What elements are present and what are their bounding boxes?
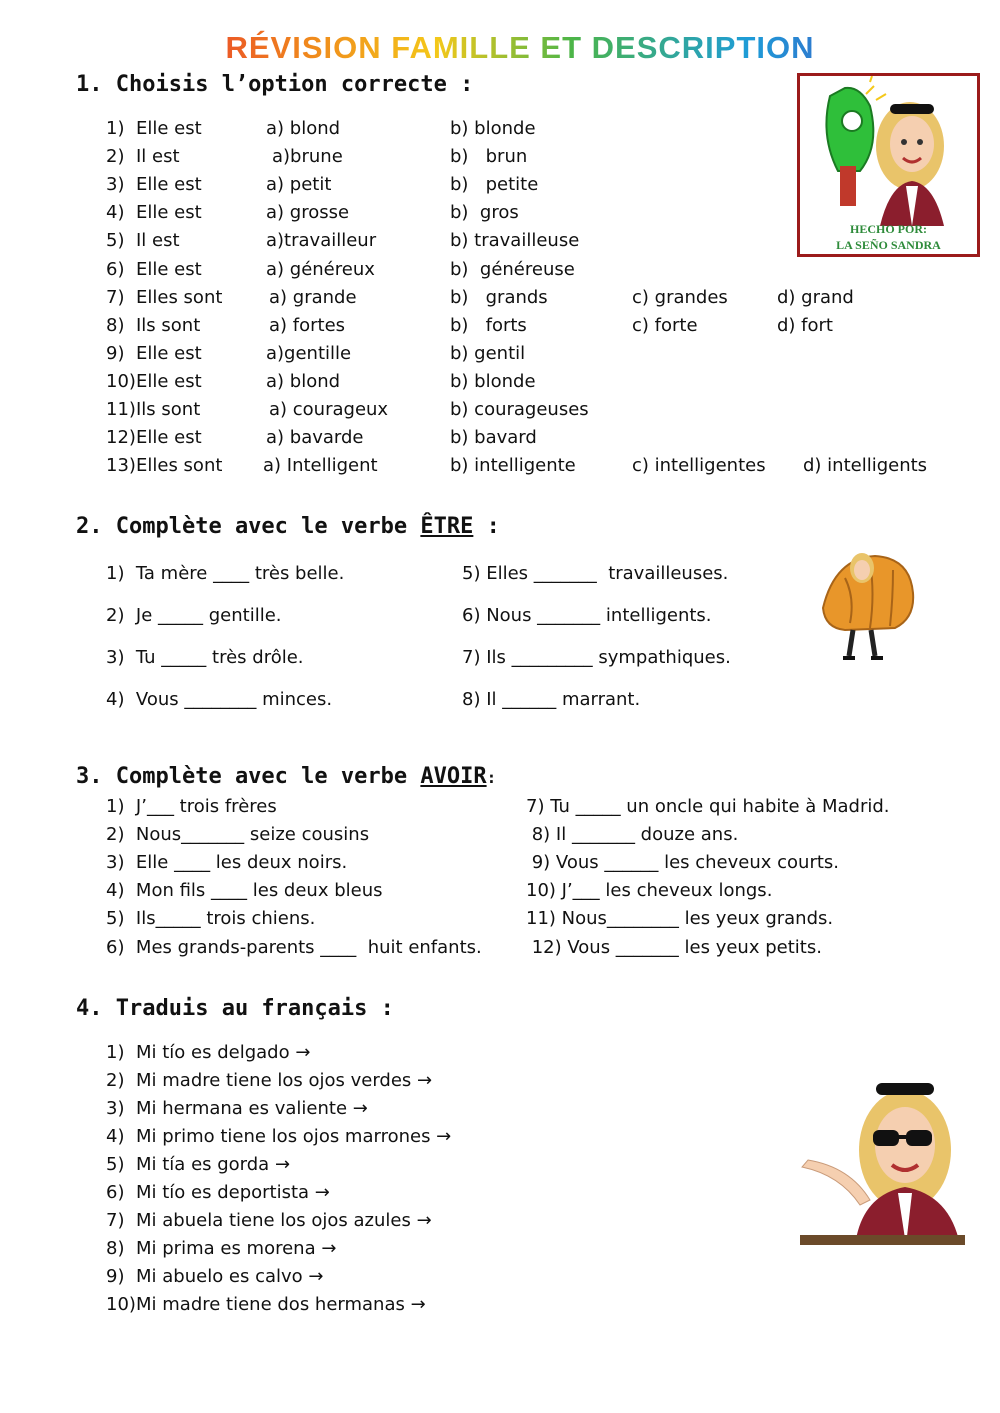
fill-sentence: 2) Je _____ gentille. bbox=[106, 605, 282, 626]
question-subject: Elles sont bbox=[136, 455, 223, 477]
badge-line-2: LA SEÑO SANDRA bbox=[836, 238, 941, 252]
fill-sentence: 2) Nous_______ seize cousins bbox=[106, 824, 370, 846]
fill-sentence: 6) Mes grands-parents ____ huit enfants. bbox=[106, 936, 482, 958]
fill-sentence: 11) Nous________ les yeux grands. bbox=[526, 908, 834, 930]
fill-sentence: 3) Elle ____ les deux noirs. bbox=[106, 852, 348, 874]
sunglasses-avatar-illustration bbox=[800, 1075, 965, 1245]
question-number: 5) bbox=[106, 230, 125, 252]
translate-number: 3) bbox=[106, 1098, 125, 1119]
question-subject: Elle est bbox=[136, 174, 202, 196]
translate-sentence: Mi prima es morena → bbox=[136, 1238, 337, 1259]
fill-sentence: 5) Ils_____ trois chiens. bbox=[106, 908, 316, 930]
question-subject: Elle est bbox=[136, 118, 202, 139]
translate-sentence: Mi abuelo es calvo → bbox=[136, 1266, 324, 1287]
option-c: c) intelligentes bbox=[632, 455, 766, 477]
option-b: b) intelligente bbox=[450, 455, 576, 477]
avatar-glove-illustration bbox=[800, 76, 977, 226]
translate-number: 1) bbox=[106, 1042, 125, 1063]
verb-etre: ÊTRE bbox=[420, 514, 474, 539]
question-number: 8) bbox=[106, 314, 125, 336]
question-subject: Ils sont bbox=[136, 314, 201, 336]
question-number: 10) bbox=[106, 370, 136, 392]
question-subject: Elle est bbox=[136, 370, 202, 392]
option-d: d) grand bbox=[777, 286, 854, 308]
translate-sentence: Mi tío es deportista → bbox=[136, 1182, 330, 1203]
translate-sentence: Mi abuela tiene los ojos azules → bbox=[136, 1210, 432, 1231]
option-a: a) généreux bbox=[266, 258, 375, 280]
question-subject: Elle est bbox=[136, 202, 202, 224]
translate-number: 10) bbox=[106, 1294, 136, 1315]
translate-number: 2) bbox=[106, 1070, 125, 1091]
question-subject: Il est bbox=[136, 146, 180, 168]
option-a: a) grosse bbox=[266, 202, 350, 224]
question-number: 7) bbox=[106, 286, 125, 308]
option-b: b) travailleuse bbox=[450, 230, 580, 252]
option-a: a) fortes bbox=[269, 314, 346, 336]
fill-sentence: 7) Ils _________ sympathiques. bbox=[462, 647, 731, 668]
translate-sentence: Mi tía es gorda → bbox=[136, 1154, 291, 1175]
option-a: a) bavarde bbox=[266, 427, 364, 449]
translate-sentence: Mi hermana es valiente → bbox=[136, 1098, 368, 1119]
question-number: 2) bbox=[106, 146, 125, 168]
question-subject: Ils sont bbox=[136, 399, 201, 420]
translate-number: 4) bbox=[106, 1126, 125, 1147]
question-number: 11) bbox=[106, 399, 136, 420]
translate-number: 6) bbox=[106, 1182, 125, 1203]
question-number: 9) bbox=[106, 342, 125, 364]
fill-sentence: 5) Elles _______ travailleuses. bbox=[462, 563, 729, 584]
question-number: 4) bbox=[106, 202, 125, 224]
option-b: b) courageuses bbox=[450, 399, 589, 420]
option-a: a)travailleur bbox=[266, 230, 377, 252]
question-number: 12) bbox=[106, 427, 136, 449]
fill-sentence: 9) Vous ______ les cheveux courts. bbox=[526, 852, 840, 874]
question-number: 13) bbox=[106, 455, 136, 477]
question-subject: Elle est bbox=[136, 427, 202, 449]
option-a: a) grande bbox=[269, 286, 357, 308]
option-d: d) intelligents bbox=[803, 455, 928, 477]
option-b: b) gros bbox=[450, 202, 519, 224]
question-number: 1) bbox=[106, 118, 125, 139]
fill-sentence: 8) Il _______ douze ans. bbox=[526, 824, 739, 846]
translate-sentence: Mi madre tiene los ojos verdes → bbox=[136, 1070, 433, 1091]
option-b: b) blonde bbox=[450, 370, 536, 392]
option-b: b) brun bbox=[450, 146, 528, 168]
option-c: c) forte bbox=[632, 314, 698, 336]
translate-number: 9) bbox=[106, 1266, 125, 1287]
fill-sentence: 12) Vous _______ les yeux petits. bbox=[526, 936, 822, 958]
option-d: d) fort bbox=[777, 314, 833, 336]
croissant-avatar-illustration bbox=[815, 548, 915, 663]
question-subject: Elle est bbox=[136, 258, 202, 280]
fill-sentence: 8) Il ______ marrant. bbox=[462, 689, 641, 710]
option-b: b) petite bbox=[450, 174, 539, 196]
fill-sentence: 6) Nous _______ intelligents. bbox=[462, 605, 712, 626]
translate-sentence: Mi tío es delgado → bbox=[136, 1042, 311, 1063]
section-4-heading: 4. Traduis au français : bbox=[76, 996, 394, 1021]
option-a: a) courageux bbox=[269, 399, 389, 420]
fill-sentence: 4) Vous ________ minces. bbox=[106, 689, 333, 710]
question-number: 6) bbox=[106, 258, 125, 280]
badge-line-1: HECHO POR: bbox=[850, 222, 927, 236]
verb-avoir: AVOIR bbox=[420, 764, 487, 789]
author-badge bbox=[797, 73, 980, 257]
option-a: a) Intelligent bbox=[263, 455, 378, 477]
option-a: a)brune bbox=[272, 146, 343, 168]
fill-sentence: 7) Tu _____ un oncle qui habite à Madrid. bbox=[526, 796, 890, 817]
fill-sentence: 10) J’___ les cheveux longs. bbox=[526, 880, 773, 902]
option-b: b) forts bbox=[450, 314, 527, 336]
option-a: a)gentille bbox=[266, 342, 352, 364]
question-subject: Il est bbox=[136, 230, 180, 252]
option-a: a) blond bbox=[266, 370, 341, 392]
option-a: a) petit bbox=[266, 174, 332, 196]
question-subject: Elle est bbox=[136, 342, 202, 364]
fill-sentence: 3) Tu _____ très drôle. bbox=[106, 647, 304, 668]
translate-sentence: Mi primo tiene los ojos marrones → bbox=[136, 1126, 452, 1147]
option-b: b) blonde bbox=[450, 118, 536, 139]
option-b: b) grands bbox=[450, 286, 548, 308]
option-b: b) bavard bbox=[450, 427, 537, 449]
fill-sentence: 1) Ta mère ____ très belle. bbox=[106, 563, 345, 584]
question-subject: Elles sont bbox=[136, 286, 223, 308]
option-b: b) généreuse bbox=[450, 258, 575, 280]
option-c: c) grandes bbox=[632, 286, 728, 308]
option-a: a) blond bbox=[266, 118, 341, 139]
translate-number: 5) bbox=[106, 1154, 125, 1175]
section-2-heading: 2. Complète avec le verbe ÊTRE : bbox=[76, 514, 500, 539]
section-3-heading: 3. Complète avec le verbe AVOIR: bbox=[76, 764, 497, 789]
page-title: RÉVISION FAMILLE ET DESCRIPTION bbox=[0, 30, 1000, 66]
fill-sentence: 4) Mon fils ____ les deux bleus bbox=[106, 880, 383, 902]
translate-number: 8) bbox=[106, 1238, 125, 1259]
translate-number: 7) bbox=[106, 1210, 125, 1231]
fill-sentence: 1) J’___ trois frères bbox=[106, 796, 277, 817]
section-1-heading: 1. Choisis l’option correcte : bbox=[76, 72, 474, 97]
question-number: 3) bbox=[106, 174, 125, 196]
translate-sentence: Mi madre tiene dos hermanas → bbox=[136, 1294, 426, 1315]
option-b: b) gentil bbox=[450, 342, 526, 364]
